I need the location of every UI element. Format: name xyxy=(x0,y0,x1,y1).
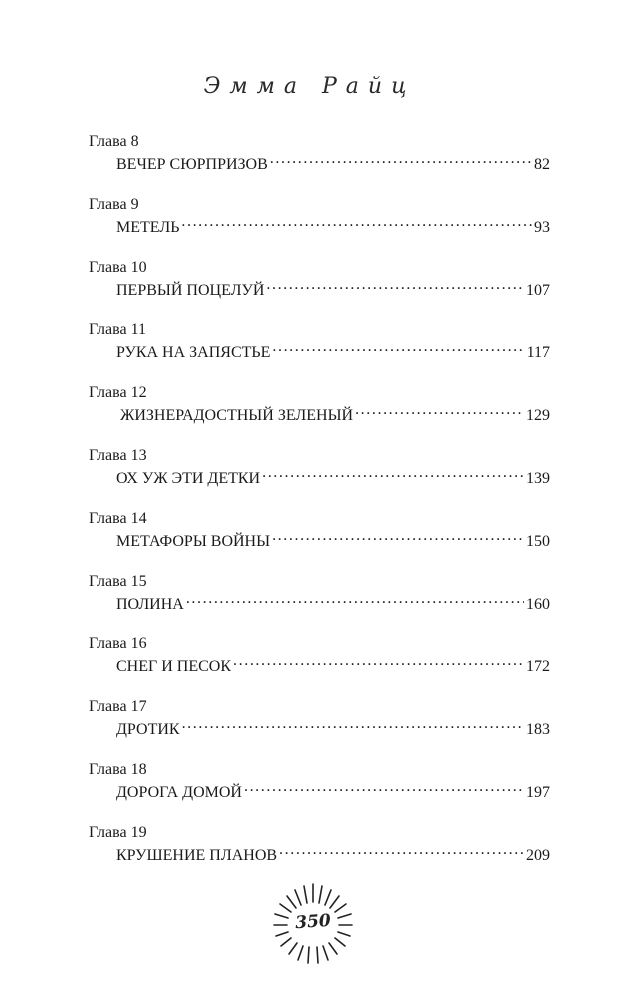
dot-leader xyxy=(272,530,524,546)
chapter-label: Глава 18 xyxy=(89,760,147,778)
chapter-label: Глава 15 xyxy=(89,572,147,590)
chapter-label: Глава 9 xyxy=(89,195,139,213)
toc-line xyxy=(89,404,550,427)
toc-entry-8 xyxy=(89,131,550,194)
toc-entry-17 xyxy=(89,696,550,759)
page-number-badge xyxy=(271,882,355,966)
chapter-title: МЕТЕЛЬ xyxy=(116,218,180,236)
dot-leader xyxy=(181,216,532,232)
toc-line xyxy=(89,655,550,678)
page-ref: 209 xyxy=(526,846,550,864)
page-number: 350 xyxy=(294,910,332,934)
chapter-title: ВЕЧЕР СЮРПРИЗОВ xyxy=(116,156,268,173)
toc-line xyxy=(89,153,550,176)
toc-entry-16 xyxy=(89,633,550,696)
chapter-label: Глава 14 xyxy=(89,509,147,527)
chapter-title: ДРОТИК xyxy=(116,721,180,739)
chapter-title: ПОЛИНА xyxy=(116,595,184,613)
toc-line xyxy=(89,530,550,553)
page-ref: 150 xyxy=(526,532,550,550)
chapter-title: РУКА НА ЗАПЯСТЬЕ xyxy=(116,344,271,362)
page-ref: 183 xyxy=(526,721,550,739)
toc-entry-9 xyxy=(89,194,550,257)
chapter-label: Глава 19 xyxy=(89,823,147,841)
dot-leader xyxy=(272,341,524,357)
page-ref: 117 xyxy=(526,344,550,362)
toc-line xyxy=(89,467,550,490)
dot-leader xyxy=(270,153,532,169)
toc-entry-15 xyxy=(89,571,550,634)
toc-line xyxy=(89,279,550,302)
page-ref: 160 xyxy=(526,595,550,613)
chapter-title: ПЕРВЫЙ ПОЦЕЛУЙ xyxy=(116,281,265,299)
chapter-title: ЖИЗНЕРАДОСТНЫЙ ЗЕЛЕНЫЙ xyxy=(120,407,354,425)
toc-line xyxy=(89,341,550,364)
toc-line xyxy=(89,593,550,616)
page-ref: 93 xyxy=(534,218,550,236)
dot-leader xyxy=(186,593,524,609)
page-ref: 172 xyxy=(526,658,550,676)
dot-leader xyxy=(266,279,524,295)
toc-line xyxy=(89,718,550,741)
toc-entry-14 xyxy=(89,508,550,571)
dot-leader xyxy=(244,781,524,797)
dot-leader xyxy=(262,467,524,483)
dot-leader xyxy=(182,718,524,734)
dot-leader xyxy=(355,404,524,420)
chapter-label: Глава 11 xyxy=(89,321,146,339)
dot-leader xyxy=(279,844,524,860)
chapter-title: СНЕГ И ПЕСОК xyxy=(116,658,232,676)
chapter-label: Глава 12 xyxy=(89,384,147,402)
toc-entry-12 xyxy=(89,382,550,445)
chapter-label: Глава 16 xyxy=(89,635,147,653)
page-ref: 139 xyxy=(526,469,550,487)
chapter-title: ДОРОГА ДОМОЙ xyxy=(116,783,242,801)
toc-entry-10 xyxy=(89,257,550,320)
toc-entry-19 xyxy=(89,822,550,885)
toc-line xyxy=(89,216,550,239)
chapter-title: ОХ УЖ ЭТИ ДЕТКИ xyxy=(116,469,261,487)
page-ref: 197 xyxy=(526,783,550,801)
table-of-contents xyxy=(89,131,550,885)
toc-entry-18 xyxy=(89,759,550,822)
toc-entry-11 xyxy=(89,319,550,382)
chapter-label: Глава 8 xyxy=(89,133,139,150)
toc-line xyxy=(89,844,550,867)
page-ref: 129 xyxy=(526,407,550,425)
chapter-label: Глава 10 xyxy=(89,258,147,276)
dot-leader xyxy=(233,655,524,671)
running-header-author: Эмма Райц xyxy=(203,74,416,99)
page-ref: 107 xyxy=(526,281,550,299)
toc-line xyxy=(89,781,550,804)
chapter-title: КРУШЕНИЕ ПЛАНОВ xyxy=(116,846,278,864)
chapter-label: Глава 13 xyxy=(89,446,147,464)
chapter-label: Глава 17 xyxy=(89,698,147,716)
chapter-title: МЕТАФОРЫ ВОЙНЫ xyxy=(116,532,271,550)
page-ref: 82 xyxy=(534,156,550,173)
toc-entry-13 xyxy=(89,445,550,508)
